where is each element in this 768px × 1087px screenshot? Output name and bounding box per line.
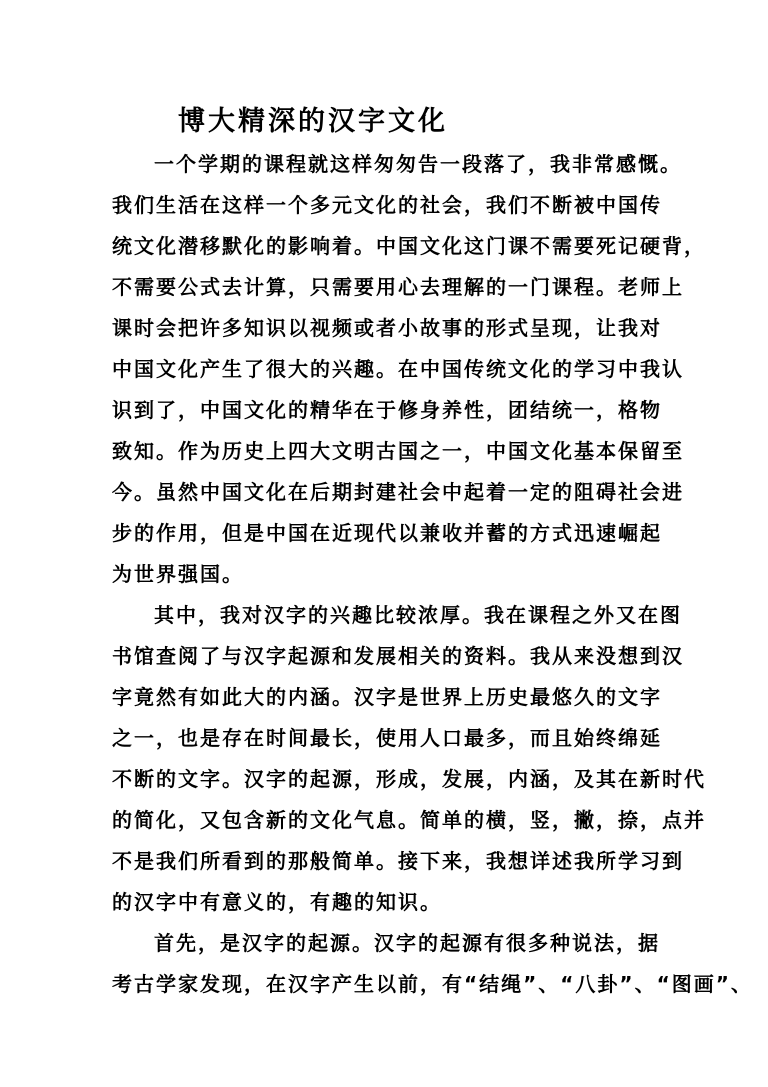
paragraph-line: 不断的文字。汉字的起源，形成，发展，内涵，及其在新时代	[112, 767, 706, 791]
paragraph-line: 字竟然有如此大的内涵。汉字是世界上历史最悠久的文字	[112, 685, 662, 709]
paragraph-line: 其中，我对汉字的兴趣比较浓厚。我在课程之外又在图	[154, 603, 682, 627]
paragraph-line: 之一，也是存在时间最长，使用人口最多，而且始终绵延	[112, 726, 662, 750]
paragraph-line: 的简化，又包含新的文化气息。简单的横，竖，撇，捺，点并	[112, 808, 706, 832]
paragraph-line: 为世界强国。	[112, 562, 244, 586]
document-title: 博大精深的汉字文化	[178, 106, 448, 137]
paragraph-line: 中国文化产生了很大的兴趣。在中国传统文化的学习中我认	[112, 357, 684, 381]
paragraph-line: 不是我们所看到的那般简单。接下来，我想详述我所学习到	[112, 849, 684, 873]
paragraph-line: 今。虽然中国文化在后期封建社会中起着一定的阻碍社会进	[112, 480, 684, 504]
paragraph-line: 我们生活在这样一个多元文化的社会，我们不断被中国传	[112, 193, 662, 217]
paragraph-line: 首先，是汉字的起源。汉字的起源有很多种说法，据	[154, 931, 660, 955]
paragraph-line: 不需要公式去计算，只需要用心去理解的一门课程。老师上	[112, 275, 684, 299]
paragraph-line: 步的作用，但是中国在近现代以兼收并蓄的方式迅速崛起	[112, 521, 662, 545]
paragraph-line: 致知。作为历史上四大文明古国之一，中国文化基本保留至	[112, 439, 684, 463]
paragraph-line: 识到了，中国文化的精华在于修身养性，团结统一，格物	[112, 398, 662, 422]
paragraph-line: 课时会把许多知识以视频或者小故事的形式呈现，让我对	[112, 316, 662, 340]
paragraph-line: 书馆查阅了与汉字起源和发展相关的资料。我从来没想到汉	[112, 644, 684, 668]
paragraph-line: 考古学家发现，在汉字产生以前，有“结绳”、“八卦”、“图画”、	[112, 972, 753, 996]
paragraph-line: 的汉字中有意义的，有趣的知识。	[112, 890, 442, 914]
paragraph-line: 统文化潜移默化的影响着。中国文化这门课不需要死记硬背，	[112, 234, 706, 258]
paragraph-line: 一个学期的课程就这样匆匆告一段落了，我非常感慨。	[154, 152, 682, 176]
